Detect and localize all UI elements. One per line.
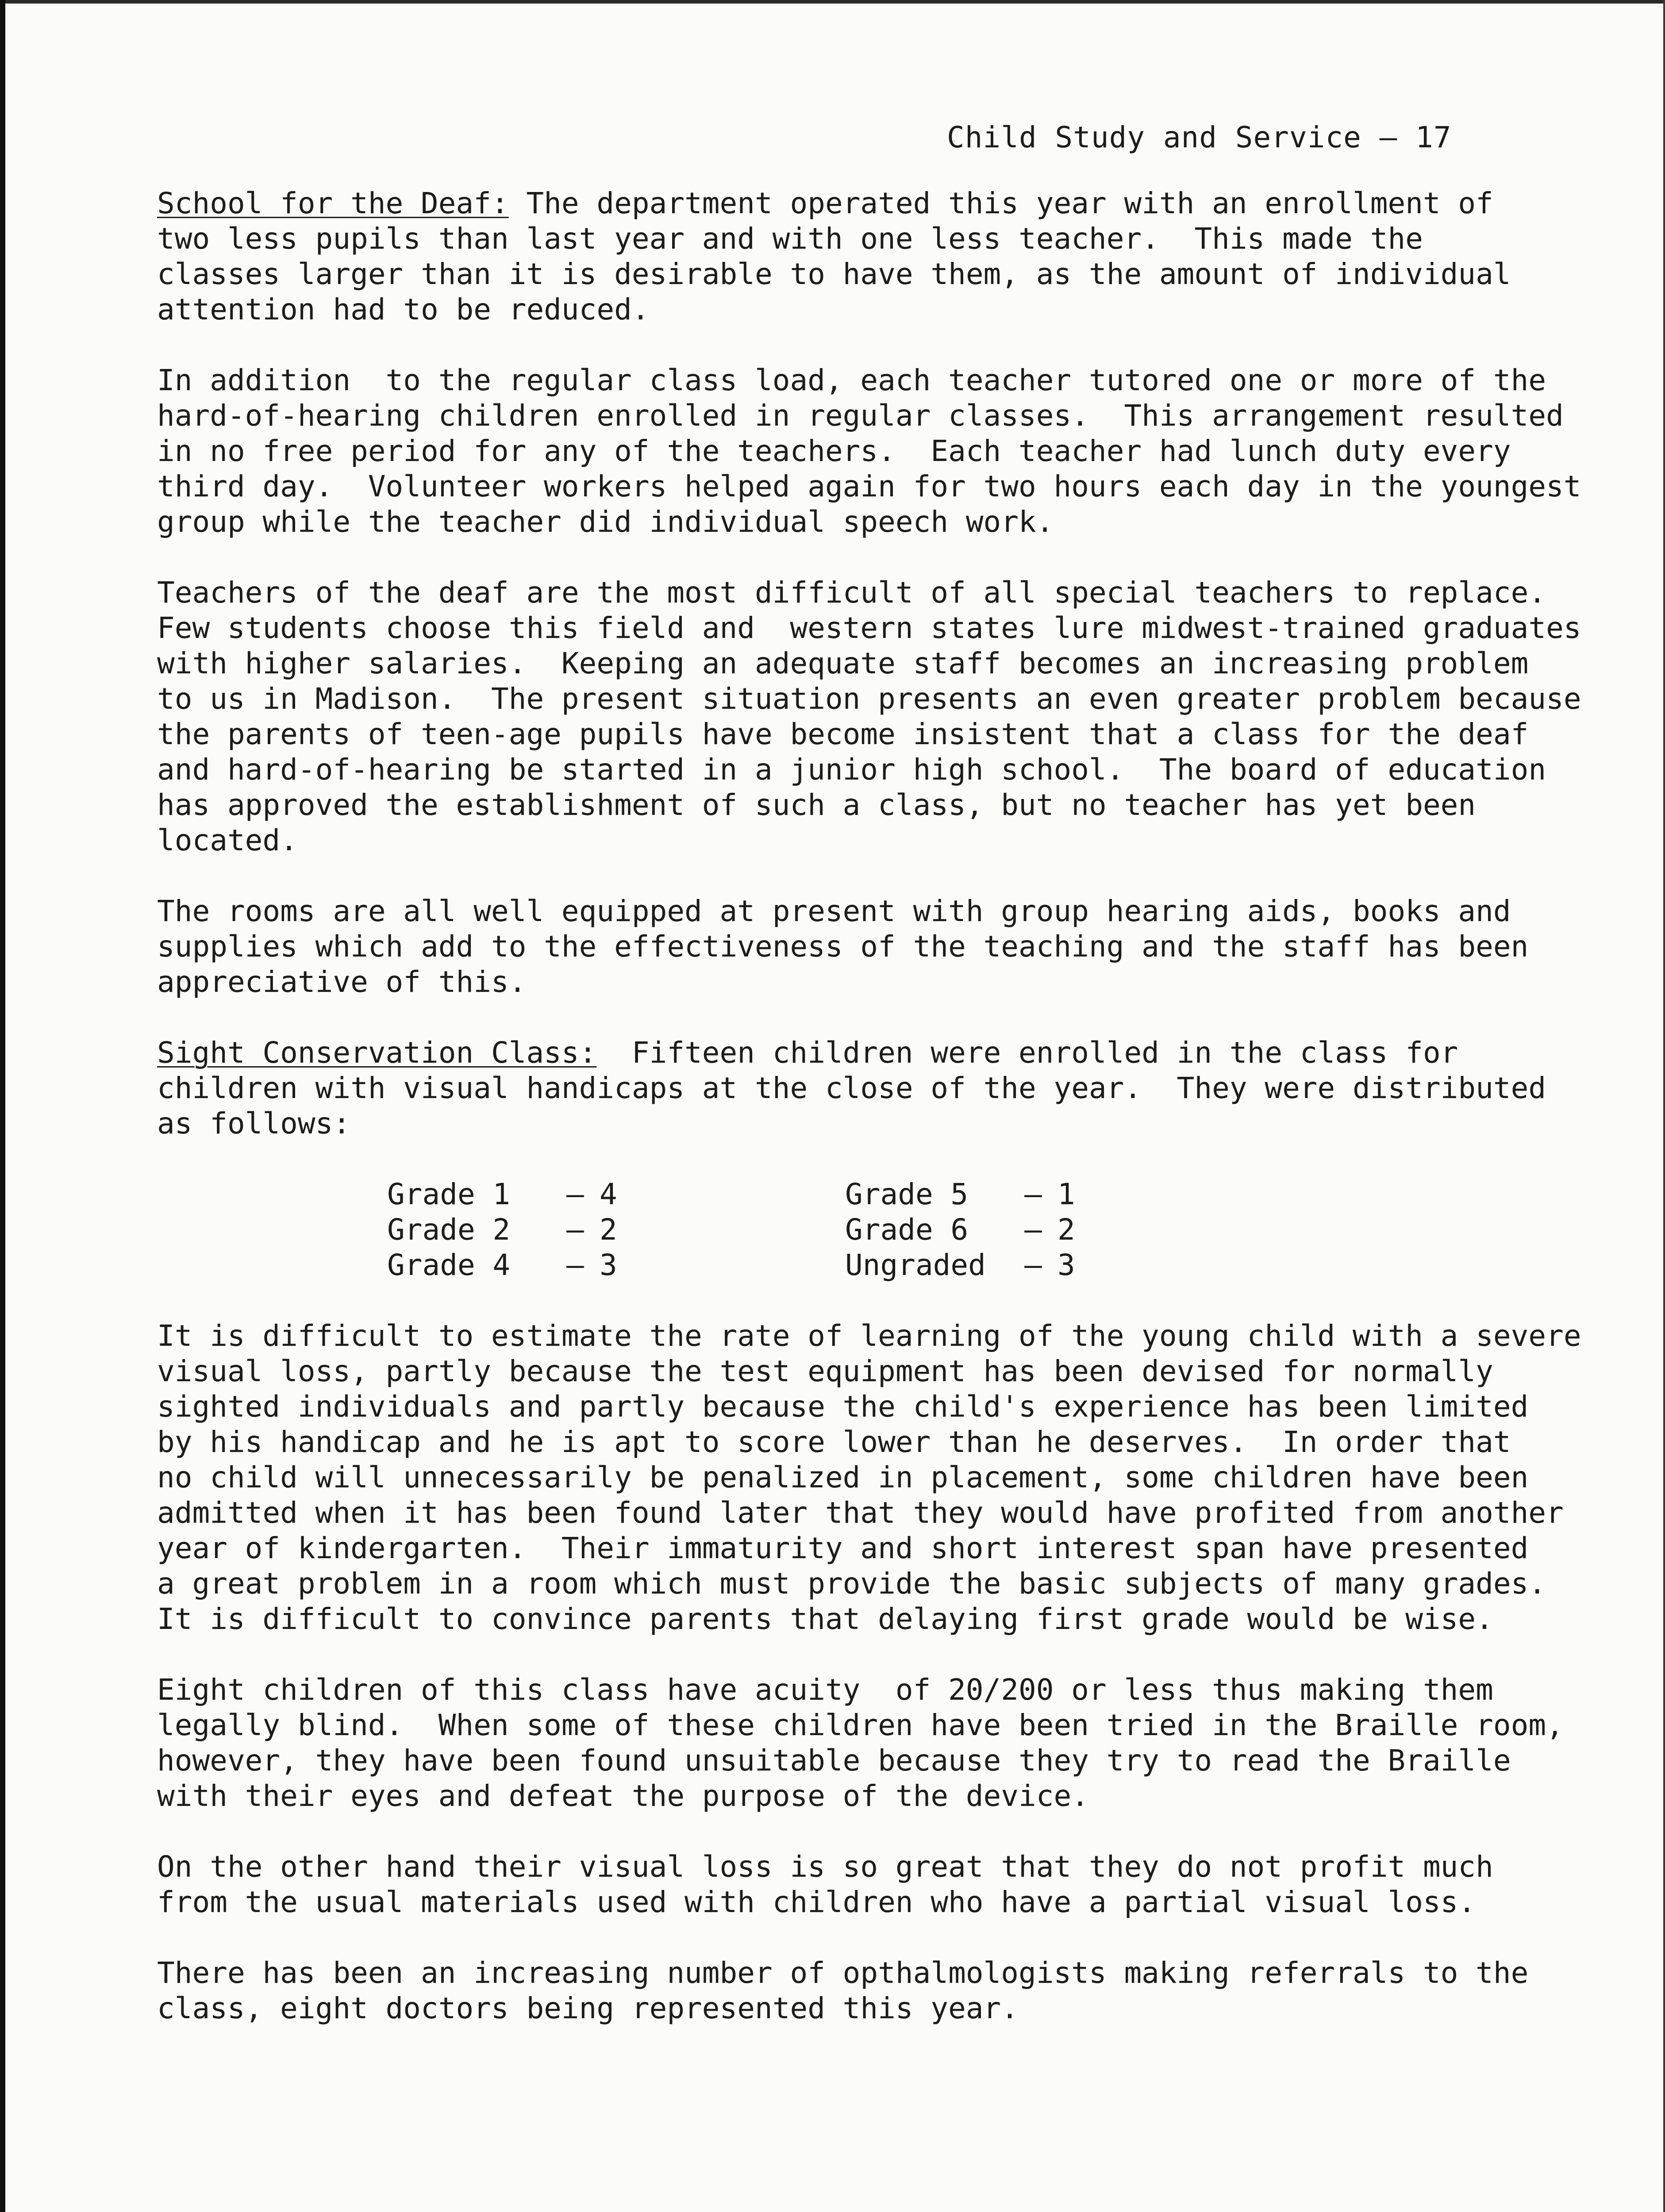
grade-label: Ungraded [845, 1248, 986, 1282]
sight-paragraph-2: It is difficult to estimate the rate of learning of the young child with a severe visual loss, partly because the test equipment has been devised for normally sighted individuals and partly because the child's experience has been limited by his handicap and he is apt to score lower than he deserves. In order that no child will unnecessarily be penalized in placement, some children have been admitted when it has been found later that they would have profited from another year of kindergarten. Their immaturity and short interest span have presented a great problem in a room which must provide the basic subjects of many grades. It is difficult to convince parents that delaying first grade would be wise. [157, 1319, 1581, 1636]
grade-column-left [387, 1177, 626, 1283]
deaf-paragraph-1 [157, 186, 1595, 327]
scan-edge-top [0, 0, 1665, 4]
grade-label: Grade 1 [387, 1177, 511, 1211]
grade-count: 3 [1057, 1248, 1075, 1282]
scan-edge-right [1663, 0, 1665, 2212]
grade-separator: – [1024, 1177, 1042, 1211]
grade-row [845, 1177, 1084, 1212]
grade-row [387, 1212, 626, 1248]
grade-count: 2 [600, 1213, 617, 1247]
grade-row [845, 1212, 1084, 1248]
grade-separator: – [566, 1177, 584, 1211]
grade-distribution [157, 1177, 1595, 1283]
sight-paragraph-1 [157, 1035, 1595, 1141]
sight-paragraph-3: Eight children of this class have acuity of 20/200 or less thus making them legally blind. When some of these children have been tried in the Braille room, however, they have been found unsuitable because they try to read the Braille with their eyes and defeat the purpose of the device. [157, 1673, 1564, 1813]
grade-label: Grade 5 [845, 1177, 969, 1211]
sight-paragraph-1-text: Fifteen children were enrolled in the class for children with visual handicaps at the close of the year. They were distributed as follows: [157, 1036, 1546, 1141]
grade-row [387, 1177, 626, 1212]
running-header: Child Study and Service – 17 [947, 120, 1452, 154]
scan-edge-left [0, 0, 5, 2212]
grade-count: 4 [600, 1177, 617, 1211]
grade-count: 3 [600, 1248, 617, 1282]
grade-separator: – [566, 1248, 584, 1282]
grade-row [387, 1248, 626, 1283]
document-body [157, 186, 1595, 2062]
grade-row [845, 1248, 1084, 1283]
grade-label: Grade 2 [387, 1213, 511, 1247]
deaf-paragraph-4: The rooms are all well equipped at present with group hearing aids, books and supplies which add to the effectiveness of the teaching and the staff has been appreciative of this. [157, 894, 1529, 999]
sight-paragraph-5: There has been an increasing number of opthalmologists making referrals to the class, eight doctors being represented this year. [157, 1956, 1529, 2025]
deaf-paragraph-3: Teachers of the deaf are the most difficult of all special teachers to replace. Few students choose this field and western states lure midwest-trained graduates with higher salaries. Keeping an adequate staff becomes an increasing problem to us in Madison. The present situation presents an even greater problem because the parents of teen-age pupils have become insistent that a class for the deaf and hard-of-hearing be started in a junior high school. The board of education has approved the establishment of such a class, but no teacher has yet been located. [157, 576, 1581, 857]
sight-section-heading: Sight Conservation Class: [157, 1036, 597, 1070]
grade-separator: – [1024, 1213, 1042, 1247]
grade-column-right [845, 1177, 1084, 1283]
grade-label: Grade 4 [387, 1248, 511, 1282]
deaf-paragraph-2: In addition to the regular class load, each teacher tutored one or more of the hard-of-hearing children enrolled in regular classes. This arrangement resulted in no free period for any of the teachers. Each teacher had lunch duty every third day. Volunteer workers helped again for two hours each day in the youngest group while the teacher did individual speech work. [157, 363, 1581, 539]
grade-label: Grade 6 [845, 1213, 969, 1247]
grade-count: 2 [1057, 1213, 1075, 1247]
deaf-paragraph-1-text: The department operated this year with an enrollment of two less pupils than last year and with one less teacher. This made the classes larger than it is desirable to have them, as the amount of individual attention had to be reduced. [157, 186, 1511, 326]
sight-paragraph-4: On the other hand their visual loss is so great that they do not profit much from the usual materials used with children who have a partial visual loss. [157, 1850, 1493, 1919]
deaf-section-heading: School for the Deaf: [157, 186, 509, 220]
grade-count: 1 [1057, 1177, 1075, 1211]
grade-separator: – [1024, 1248, 1042, 1282]
grade-separator: – [566, 1213, 584, 1247]
